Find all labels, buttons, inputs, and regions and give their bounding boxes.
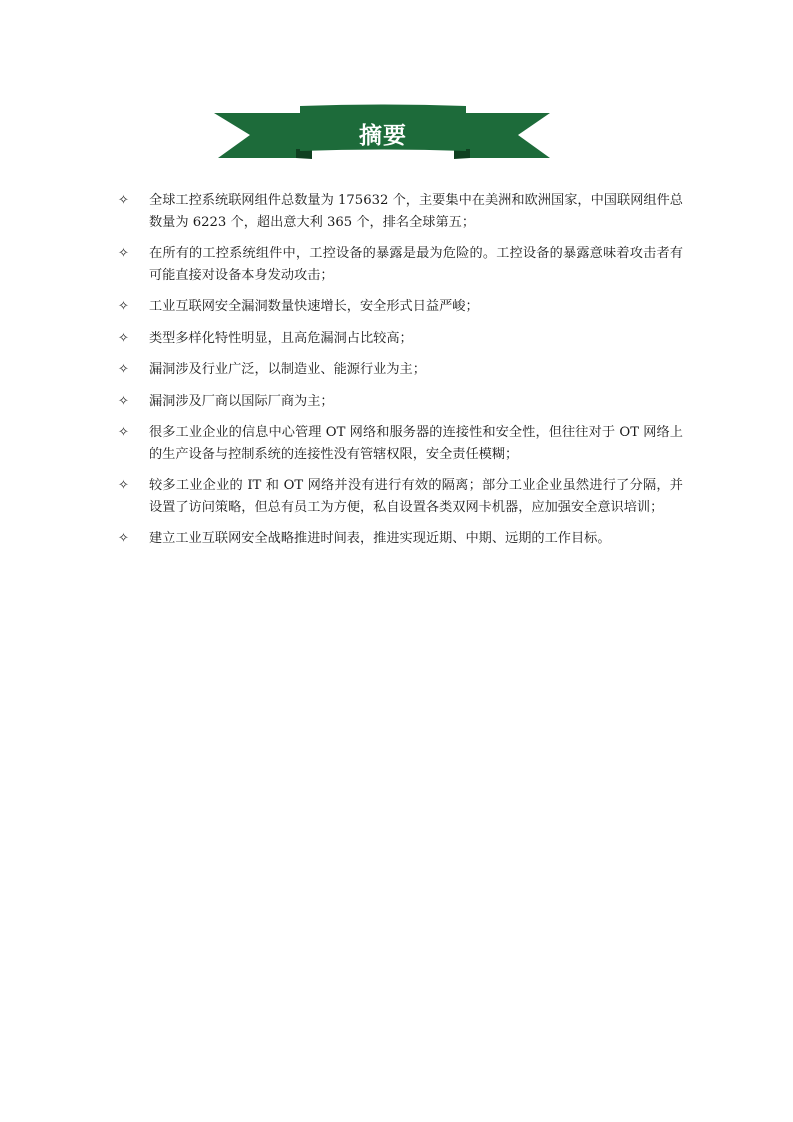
four-pointed-star-outline-icon: ✧ [118,330,129,346]
list-item [118,528,683,550]
list-item-text: 建立工业互联网安全战略推进时间表，推进实现近期、中期、远期的工作目标。 [149,531,611,546]
list-item [118,190,683,233]
four-pointed-star-outline-icon: ✧ [118,299,129,314]
four-pointed-star-outline-icon: ✧ [118,193,129,208]
list-item [118,422,683,465]
list-item [118,359,683,381]
four-pointed-star-outline-icon: ✧ [118,362,129,377]
four-pointed-star-outline-icon: ✧ [118,478,129,493]
page-title: 摘要 [359,123,407,149]
list-item-text: 工业互联网安全漏洞数量快速增长，安全形式日益严峻； [149,299,479,314]
list-item [118,328,683,350]
four-pointed-star-outline-icon: ✧ [118,246,129,261]
summary-list [118,190,683,560]
list-item-text: 很多工业企业的信息中心管理 OT 网络和服务器的连接性和安全性，但往往对于 OT 网络上的生产设备与控制系统的连接性没有管辖权限，安全责任模糊； [149,425,683,462]
list-item-text: 全球工控系统联网组件总数量为 175632 个，主要集中在美洲和欧洲国家，中国联网组件总数量为 6223 个，超出意大利 365 个，排名全球第五； [149,193,683,230]
list-item-text: 较多工业企业的 IT 和 OT 网络并没有进行有效的隔离；部分工业企业虽然进行了分隔，并设置了访问策略，但总有员工为方便，私自设置各类双网卡机器，应加强安全意识培训； [149,478,683,515]
list-item-text: 漏洞涉及厂商以国际厂商为主； [149,393,334,409]
list-item [118,391,683,413]
list-item [118,475,683,518]
list-item-text: 漏洞涉及行业广泛，以制造业、能源行业为主； [149,362,426,377]
title-banner [214,103,552,161]
four-pointed-star-outline-icon: ✧ [118,393,129,409]
list-item-text: 在所有的工控系统组件中，工控设备的暴露是最为危险的。工控设备的暴露意味着攻击者有可能直接对设备本身发动攻击； [149,246,683,283]
list-item [118,243,683,286]
list-item-text: 类型多样化特性明显，且高危漏洞占比较高； [149,330,413,346]
list-item [118,296,683,318]
four-pointed-star-outline-icon: ✧ [118,425,129,440]
four-pointed-star-outline-icon: ✧ [118,531,129,546]
